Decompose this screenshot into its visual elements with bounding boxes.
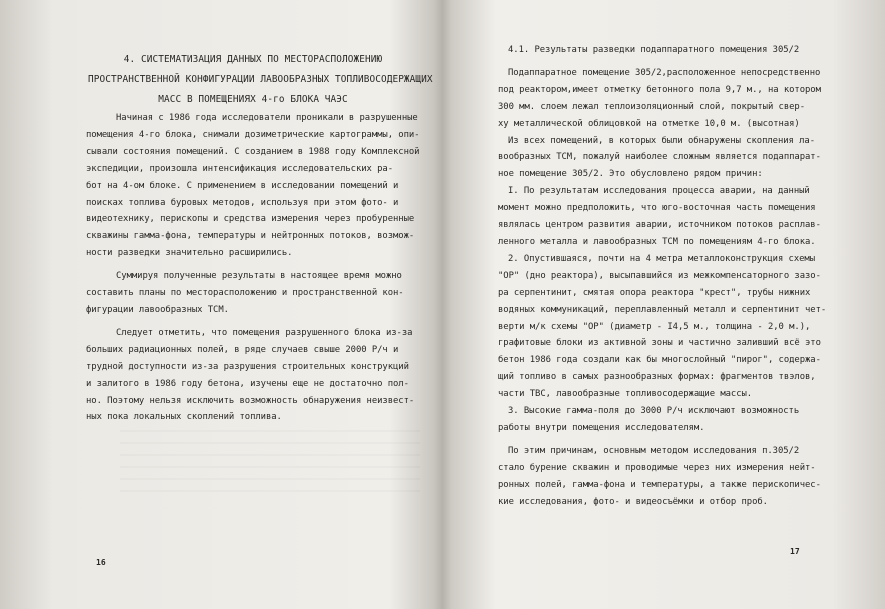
text-line: кие исследования, фото- и видеосъёмки и отбор проб.: [498, 496, 768, 507]
subsection-heading: 4.1. Результаты разведки подаппаратного помещения 305/2: [508, 45, 800, 55]
text-line: I. По результатам исследования процесса аварии, на данный: [508, 186, 810, 197]
title-line: 4. СИСТЕМАТИЗАЦИЯ ДАННЫХ ПО МЕСТОРАСПОЛОЖЕНИЮ: [123, 54, 383, 65]
left-page: [0, 0, 440, 609]
text-line: экспедиции, произошла интенсификация исследовательских ра-: [86, 163, 394, 174]
right-body-text: [498, 42, 826, 510]
text-line: составить планы по месторасположению и пространственной кон-: [86, 288, 404, 299]
text-line: и залитого в 1986 году бетона, изучены еще не достаточно пол-: [86, 378, 409, 389]
text-line: части ТВС, лавообразные топливосодержащие массы.: [498, 389, 753, 400]
text-line: Подаппаратное помещение 305/2,расположенное непосредственно: [508, 67, 821, 78]
title-line: ПРОСТРАНСТВЕННОЙ КОНФИГУРАЦИИ ЛАВООБРАЗНЫХ ТОПЛИВОСОДЕРЖАЩИХ: [88, 74, 433, 85]
text-line: графитовые блоки из активной зоны и частично заливший всё это: [498, 338, 821, 349]
bleed-through-shadow: [120, 430, 420, 500]
text-line: вообразных ТСМ, пожалуй наиболее сложным является подаппарат-: [498, 152, 821, 163]
text-line: скважины гамма-фона, температуры и нейтронных потоков, возмож-: [86, 231, 415, 242]
text-line: ное помещение 305/2. Это обусловлено рядом причин:: [498, 169, 763, 180]
text-line: Суммируя полученные результаты в настоящее время можно: [116, 271, 402, 282]
text-line: фигурации лавообразных ТСМ.: [86, 304, 229, 315]
text-line: верти м/к схемы "ОР" (диаметр - I4,5 м., толщина - 2,0 м.),: [498, 321, 811, 332]
text-line: Следует отметить, что помещения разрушенного блока из-за: [116, 327, 413, 338]
text-line: ленного металла и лавообразных ТСМ по помещениям 4-го блока.: [498, 236, 816, 247]
text-line: являлась центром развития аварии, источником потоков расплав-: [498, 220, 821, 231]
text-line: видеотехнику, перископы и средства измерения через пробуренные: [86, 214, 415, 225]
text-line: трудной доступности из-за разрушения строительных конструкций: [86, 361, 409, 372]
text-line: водяных коммуникаций, переплавленный металл и серпентинит чет-: [498, 304, 827, 315]
text-line: По этим причинам, основным методом исследования п.305/2: [508, 445, 800, 456]
text-line: больших радиационных полей, в ряде случаев свыше 2000 Р/ч и: [86, 344, 399, 355]
text-line: поисках топлива буровых методов, используя при этом фото- и: [86, 197, 399, 208]
text-line: бот на 4-ом блоке. С применением в исследовании помещений и: [86, 180, 399, 191]
text-line: ных пока локальных скоплений топлива.: [86, 412, 282, 423]
text-line: ра серпентинит, смятая опора реактора "крест", трубы нижних: [498, 287, 811, 298]
text-line: бетон 1986 года создали как бы многослойный "пирог", содержа-: [498, 355, 821, 366]
left-body-text: [86, 110, 419, 426]
text-line: "ОР" (дно реактора), высыпавшийся из межкомпенсаторного зазо-: [498, 270, 821, 281]
page-number: 17: [790, 547, 800, 556]
text-line: 300 мм. слоем лежал теплоизоляционный слой, покрытый свер-: [498, 101, 806, 112]
page-number: 16: [96, 558, 106, 567]
title-line: МАСС В ПОМЕЩЕНИЯХ 4-го БЛОКА ЧАЭС: [158, 94, 348, 105]
right-page: [446, 0, 885, 609]
text-line: помещения 4-го блока, снимали дозиметрические картограммы, опи-: [86, 129, 420, 140]
text-line: сывали состояния помещений. С созданием в 1988 году Комплексной: [86, 146, 420, 157]
text-line: стало бурение скважин и проводимые через них измерения нейт-: [498, 462, 816, 473]
text-line: ности разведки значительно расширились.: [86, 248, 293, 259]
text-line: щий топливо в самых разнообразных формах: фрагментов твэлов,: [498, 372, 816, 383]
section-title: [88, 50, 433, 110]
text-line: ронных полей, гамма-фона и температуры, а также перископичес-: [498, 479, 821, 490]
text-line: под реактором,имеет отметку бетонного пола 9,7 м., на котором: [498, 84, 821, 95]
text-line: но. Поэтому нельзя исключить возможность обнаружения неизвест-: [86, 395, 415, 406]
text-line: работы внутри помещения исследователям.: [498, 422, 705, 433]
text-line: ху металлической облицовкой на отметке 10,0 м. (высотная): [498, 118, 800, 129]
text-line: Из всех помещений, в которых были обнаружены скопления ла-: [508, 135, 816, 146]
text-line: Начиная с 1986 года исследователи проникали в разрушенные: [116, 113, 418, 123]
text-line: 3. Высокие гамма-поля до 3000 Р/ч исключают возможность: [508, 406, 800, 417]
text-line: 2. Опустившаяся, почти на 4 метра металлоконструкция схемы: [508, 253, 816, 264]
text-line: момент можно предположить, что юго-восточная часть помещения: [498, 203, 816, 214]
